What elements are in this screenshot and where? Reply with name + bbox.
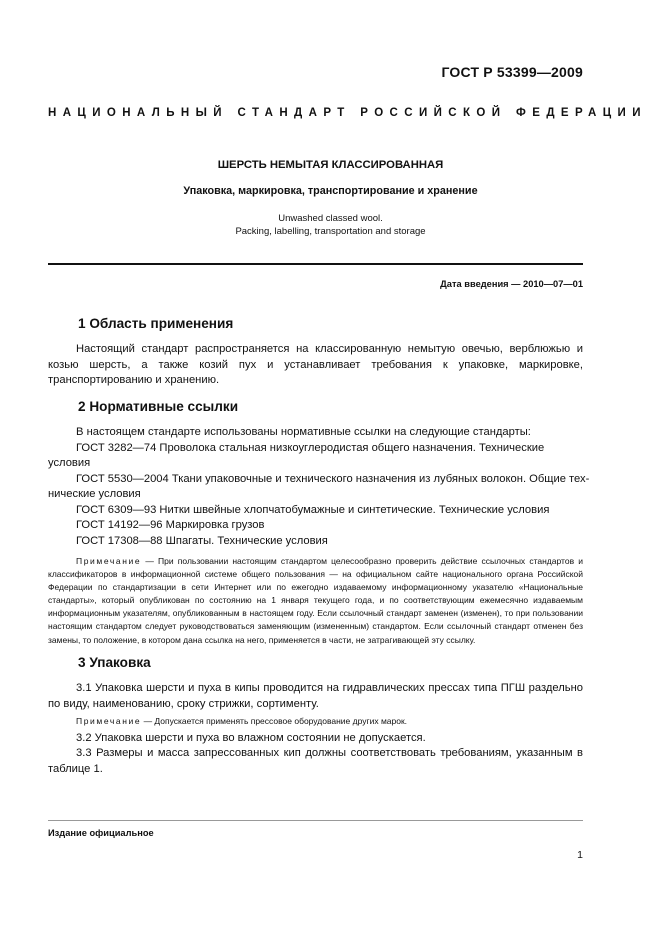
document-subtitle: Упаковка, маркировка, транспортирование и хранение <box>183 185 478 197</box>
note-label: Примечание <box>76 716 142 726</box>
reference-gost-14192: ГОСТ 14192—96 Маркировка грузов <box>76 519 265 531</box>
title-divider <box>48 263 583 265</box>
note-text: — Допускается применять прессовое оборудование других марок. <box>141 716 408 726</box>
reference-gost-3282: ГОСТ 3282—74 Проволока стальная низкоуглеродистая общего назначения. Технические <box>76 442 545 454</box>
references-lead: В настоящем стандарте использованы нормативные ссылки на следующие стандарты: <box>76 426 531 438</box>
reference-gost-5530: ГОСТ 5530—2004 Ткани упаковочные и технического назначения из лубяных волокон. Общие тех- <box>76 473 590 485</box>
section-2-note <box>48 555 583 647</box>
clause-3-2: 3.2 Упаковка шерсти и пуха во влажном состоянии не допускается. <box>76 732 426 744</box>
reference-gost-6309: ГОСТ 6309—93 Нитки швейные хлопчатобумажные и синтетические. Технические условия <box>76 504 550 516</box>
document-title: ШЕРСТЬ НЕМЫТАЯ КЛАССИРОВАННАЯ <box>217 159 444 171</box>
section-3-note <box>48 715 583 728</box>
section-3-heading: 3 Упаковка <box>78 655 151 670</box>
note-label: Примечание <box>76 556 142 566</box>
official-edition-label: Издание официальное <box>48 828 154 838</box>
section-1-text: Настоящий стандарт распространяется на классированную немытую овечью, верблюжью и козью шерсть, а также козий пух и устанавливает требования к упаковке, маркировке, транспортированию и хранению. <box>48 343 583 386</box>
section-1-heading: 1 Область применения <box>78 316 234 331</box>
english-title-line2: Packing, labelling, transportation and storage <box>235 226 426 237</box>
reference-gost-5530-cont: нические условия <box>48 488 141 500</box>
clause-3-1: 3.1 Упаковка шерсти и пуха в кипы проводится на гидравлических прессах типа ПГШ раздельно по виду, наименованию, сроку стрижки, сортименту. <box>48 682 583 710</box>
section-2-heading: 2 Нормативные ссылки <box>78 399 239 414</box>
reference-gost-17308: ГОСТ 17308—88 Шпагаты. Технические условия <box>76 535 328 547</box>
footer-divider <box>48 820 583 821</box>
national-standard-banner: НАЦИОНАЛЬНЫЙ СТАНДАРТ РОССИЙСКОЙ ФЕДЕРАЦИИ <box>48 107 647 119</box>
reference-gost-3282-cont: условия <box>48 457 91 469</box>
note-text: — При пользовании настоящим стандартом целесообразно проверить действие ссылочных стандартов и классификаторов в информационной системе общего пользования — на официальном сайте национального органа Российской Федерации по стандартизации в сети Интернет или по ежегодно издаваемому информационному указателю «Национальные стандарты», который опубликован по состоянию на 1 января текущего года, и по соответствующим ежемесячно издаваемым информационным указателям, опубликованным в настоящем году. Если ссылочный стандарт заменен (изменен), то при пользовании настоящим стандартом следует руководствоваться заменяющим (измененным) стандартом. Если ссылочный стандарт отменен без замены, то положение, в котором дана ссылка на него, применяется в части, не затрагивающей эту ссылку. <box>48 556 583 645</box>
page-number: 1 <box>577 849 583 861</box>
introduction-date: Дата введения — 2010—07—01 <box>440 279 583 289</box>
standard-number: ГОСТ Р 53399—2009 <box>441 64 583 80</box>
english-title-line1: Unwashed classed wool. <box>278 213 383 224</box>
clause-3-3: 3.3 Размеры и масса запрессованных кип должны соответствовать требованиям, указанным в таблице 1. <box>48 747 583 775</box>
